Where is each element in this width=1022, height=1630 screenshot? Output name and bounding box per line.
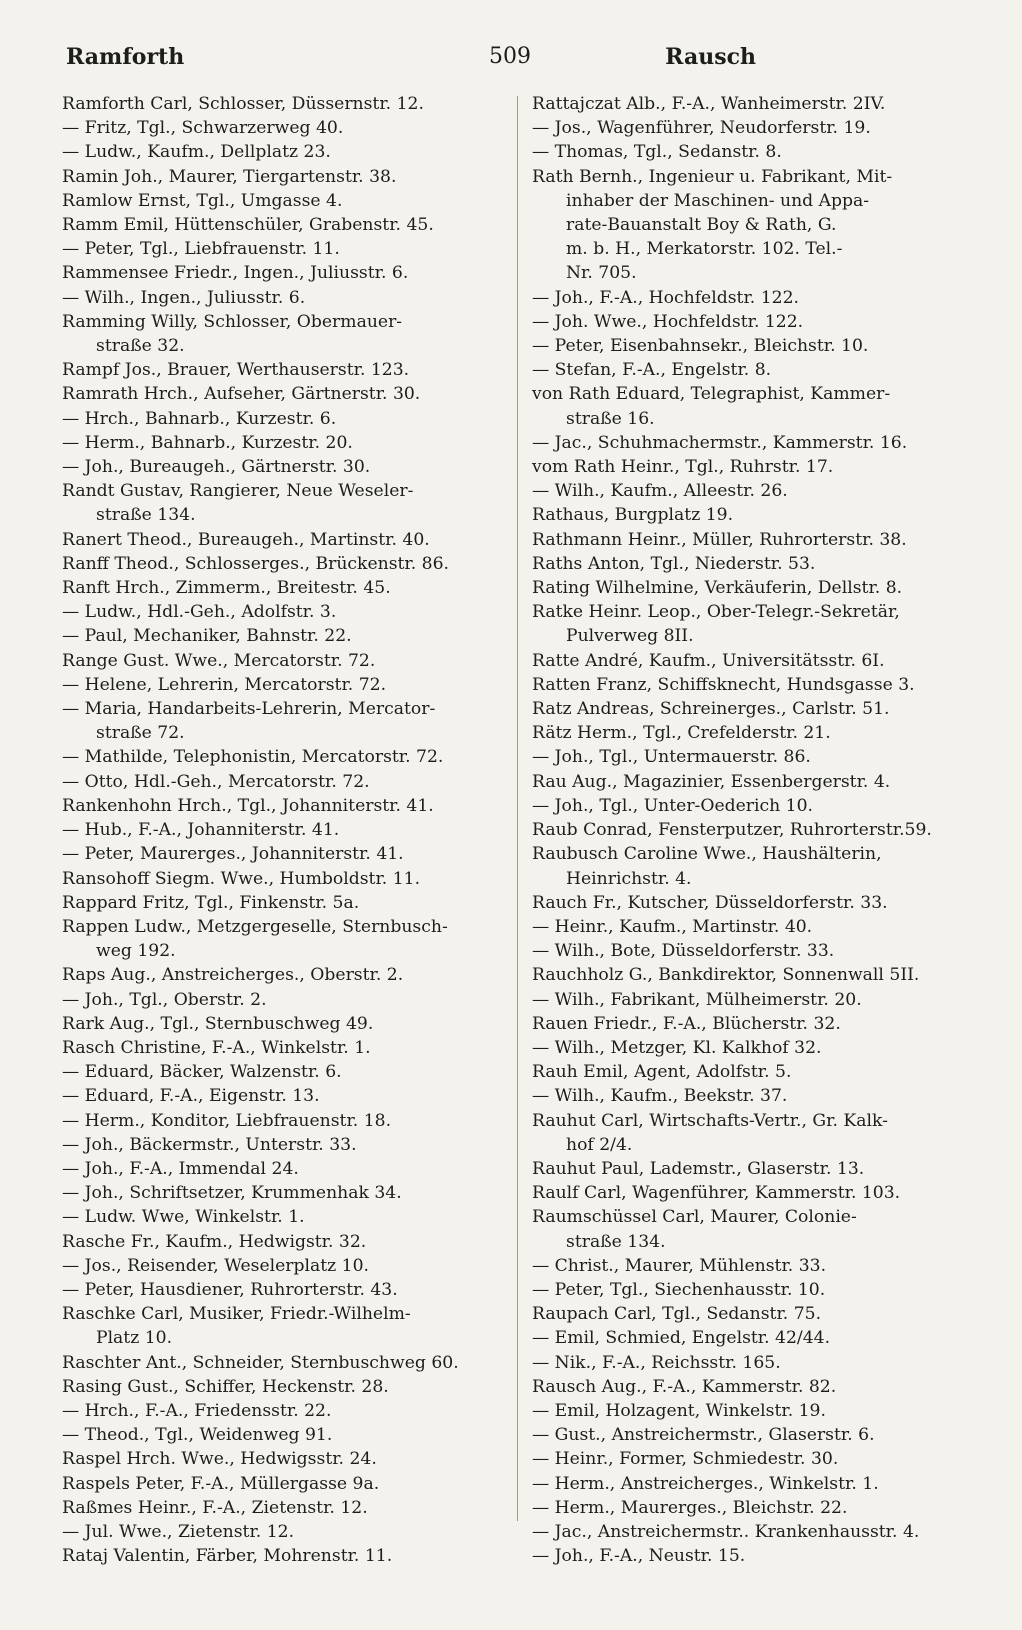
directory-entry xyxy=(532,576,982,600)
entry-line: von Rath Eduard, Telegraphist, Kammer- xyxy=(532,384,891,405)
entry-line: — Wilh., Fabrikant, Mülheimerstr. 20. xyxy=(532,989,862,1010)
directory-entry xyxy=(62,286,492,310)
entry-line: Rasing Gust., Schiffer, Heckenstr. 28. xyxy=(62,1376,389,1397)
entry-line: — Gust., Anstreichermstr., Glaserstr. 6. xyxy=(532,1425,875,1446)
entry-line: — Joh., Schriftsetzer, Krummenhak 34. xyxy=(62,1183,402,1204)
directory-entry xyxy=(532,503,982,527)
directory-entry xyxy=(62,261,492,285)
directory-entry xyxy=(62,867,492,891)
directory-entry xyxy=(532,1060,982,1084)
entry-line: — Jac., Anstreichermstr.. Krankenhausstr. 4. xyxy=(532,1521,920,1542)
entry-line: — Mathilde, Telephonistin, Mercatorstr. 72. xyxy=(62,747,444,768)
directory-entry xyxy=(532,165,982,286)
entry-line: Rampf Jos., Brauer, Werthauserstr. 123. xyxy=(62,360,410,381)
entry-line: — Joh., Tgl., Unter-Oederich 10. xyxy=(532,795,814,816)
directory-entry xyxy=(62,1496,492,1520)
entry-line: Raschke Carl, Musiker, Friedr.-Wilhelm- xyxy=(62,1304,411,1325)
entry-line: — Hrch., F.-A., Friedensstr. 22. xyxy=(62,1400,332,1421)
entry-line: — Emil, Holzagent, Winkelstr. 19. xyxy=(532,1400,826,1421)
entry-line: Rammensee Friedr., Ingen., Juliusstr. 6. xyxy=(62,263,409,284)
page-number: 509 xyxy=(489,44,531,69)
entry-line: — Peter, Eisenbahnsekr., Bleichstr. 10. xyxy=(532,336,869,357)
entry-line: Raulf Carl, Wagenführer, Kammerstr. 103. xyxy=(532,1183,901,1204)
entry-line: Rausch Aug., F.-A., Kammerstr. 82. xyxy=(532,1376,837,1397)
directory-entry xyxy=(532,939,982,963)
directory-entry xyxy=(62,1375,492,1399)
directory-entry xyxy=(532,334,982,358)
left-column xyxy=(62,92,492,1568)
entry-line: Ratte André, Kaufm., Universitätsstr. 6I. xyxy=(532,650,885,671)
directory-entry xyxy=(532,1326,982,1350)
directory-entry xyxy=(532,382,982,430)
entry-line: — Wilh., Ingen., Juliusstr. 6. xyxy=(62,287,306,308)
entry-line: Rathaus, Burgplatz 19. xyxy=(532,505,734,526)
entry-line: — Herm., Konditor, Liebfrauenstr. 18. xyxy=(62,1110,392,1131)
entry-line: — Wilh., Bote, Düsseldorferstr. 33. xyxy=(532,941,835,962)
directory-entry xyxy=(532,1447,982,1471)
entry-line: — Joh., Bureaugeh., Gärtnerstr. 30. xyxy=(62,457,371,478)
directory-entry xyxy=(532,310,982,334)
directory-entry xyxy=(532,1205,982,1253)
directory-entry xyxy=(532,1520,982,1544)
entry-line: Rauhut Carl, Wirtschafts-Vertr., Gr. Kalk- xyxy=(532,1110,888,1131)
entry-line: — Jac., Schuhmachermstr., Kammerstr. 16. xyxy=(532,432,908,453)
directory-entry xyxy=(532,358,982,382)
directory-entry xyxy=(532,1375,982,1399)
entry-line: — Theod., Tgl., Weidenweg 91. xyxy=(62,1425,333,1446)
entry-line: — Herm., Anstreicherges., Winkelstr. 1. xyxy=(532,1473,879,1494)
directory-entry xyxy=(62,1351,492,1375)
directory-entry xyxy=(532,988,982,1012)
entry-line: — Eduard, F.-A., Eigenstr. 13. xyxy=(62,1086,320,1107)
directory-entry xyxy=(532,479,982,503)
entry-line: — Peter, Hausdiener, Ruhrorterstr. 43. xyxy=(62,1279,398,1300)
directory-entry xyxy=(532,697,982,721)
entry-line: Rathmann Heinr., Müller, Ruhrorterstr. 38. xyxy=(532,529,907,550)
entry-line: — Maria, Handarbeits-Lehrerin, Mercator- xyxy=(62,699,436,720)
left-running-head: Ramforth xyxy=(66,44,185,70)
entry-line: Rankenhohn Hrch., Tgl., Johanniterstr. 41. xyxy=(62,795,434,816)
directory-entry xyxy=(532,1036,982,1060)
directory-entry xyxy=(62,745,492,769)
entry-line: Ratten Franz, Schiffsknecht, Hundsgasse 3. xyxy=(532,674,915,695)
entry-line: — Ludw., Hdl.-Geh., Adolfstr. 3. xyxy=(62,602,337,623)
directory-entry xyxy=(62,1254,492,1278)
entry-line: Ratz Andreas, Schreinerges., Carlstr. 51. xyxy=(532,699,890,720)
entry-line: Raspels Peter, F.-A., Müllergasse 9a. xyxy=(62,1473,380,1494)
entry-line: Rattajczat Alb., F.-A., Wanheimerstr. 2IV. xyxy=(532,94,886,114)
directory-entry xyxy=(62,673,492,697)
directory-entry xyxy=(62,1472,492,1496)
directory-entry xyxy=(532,1181,982,1205)
entry-line: Raupach Carl, Tgl., Sedanstr. 75. xyxy=(532,1304,822,1325)
directory-entry xyxy=(532,1157,982,1181)
entry-continuation-line: Heinrichstr. 4. xyxy=(566,868,692,889)
entry-line: Ranff Theod., Schlosserges., Brückenstr. 86. xyxy=(62,553,450,574)
directory-entry xyxy=(62,697,492,745)
directory-entry xyxy=(62,92,492,116)
directory-entry xyxy=(62,915,492,963)
entry-line: Ranft Hrch., Zimmerm., Breitestr. 45. xyxy=(62,578,391,599)
entry-continuation-line: rate-Bauanstalt Boy & Rath, G. xyxy=(566,215,837,236)
directory-entry xyxy=(532,116,982,140)
entry-line: — Joh., Tgl., Oberstr. 2. xyxy=(62,989,267,1010)
entry-line: Raßmes Heinr., F.-A., Zietenstr. 12. xyxy=(62,1497,368,1518)
entry-line: Rappard Fritz, Tgl., Finkenstr. 5a. xyxy=(62,892,360,913)
directory-entry xyxy=(532,842,982,890)
entry-line: — Eduard, Bäcker, Walzenstr. 6. xyxy=(62,1062,342,1083)
entry-line: — Jul. Wwe., Zietenstr. 12. xyxy=(62,1521,295,1542)
entry-line: — Peter, Tgl., Liebfrauenstr. 11. xyxy=(62,239,340,260)
entry-line: Ramrath Hrch., Aufseher, Gärtnerstr. 30. xyxy=(62,384,421,405)
entry-line: Rasch Christine, F.-A., Winkelstr. 1. xyxy=(62,1037,371,1058)
entry-line: — Ludw. Wwe, Winkelstr. 1. xyxy=(62,1207,305,1228)
entry-line: — Jos., Wagenführer, Neudorferstr. 19. xyxy=(532,118,871,139)
entry-line: vom Rath Heinr., Tgl., Ruhrstr. 17. xyxy=(532,457,834,478)
entry-line: Rauch Fr., Kutscher, Düsseldorferstr. 33. xyxy=(532,892,888,913)
directory-entry xyxy=(62,1520,492,1544)
directory-entry xyxy=(62,1423,492,1447)
directory-entry xyxy=(62,891,492,915)
entry-line: Ramm Emil, Hüttenschüler, Grabenstr. 45. xyxy=(62,215,434,236)
entry-line: — Helene, Lehrerin, Mercatorstr. 72. xyxy=(62,674,387,695)
entry-line: — Joh., Tgl., Untermauerstr. 86. xyxy=(532,747,811,768)
column-divider xyxy=(517,96,518,1521)
directory-entry xyxy=(62,1230,492,1254)
directory-entry xyxy=(62,1278,492,1302)
entry-line: — Heinr., Former, Schmiedestr. 30. xyxy=(532,1449,839,1470)
directory-entry xyxy=(62,479,492,527)
entry-line: — Joh., F.-A., Neustr. 15. xyxy=(532,1546,746,1567)
directory-entry xyxy=(62,1109,492,1133)
entry-line: — Christ., Maurer, Mühlenstr. 33. xyxy=(532,1255,827,1276)
directory-entry xyxy=(62,310,492,358)
entry-line: Rataj Valentin, Färber, Mohrenstr. 11. xyxy=(62,1546,393,1567)
directory-entry xyxy=(62,1084,492,1108)
directory-entry xyxy=(62,794,492,818)
entry-line: — Emil, Schmied, Engelstr. 42/44. xyxy=(532,1328,831,1349)
directory-entry xyxy=(62,988,492,1012)
entry-continuation-line: Platz 10. xyxy=(96,1328,173,1349)
entry-line: Rasche Fr., Kaufm., Hedwigstr. 32. xyxy=(62,1231,367,1252)
directory-entry xyxy=(62,818,492,842)
entry-line: — Peter, Maurerges., Johanniterstr. 41. xyxy=(62,844,404,865)
entry-line: — Joh., F.-A., Hochfeldstr. 122. xyxy=(532,287,799,308)
directory-entry xyxy=(62,963,492,987)
entry-line: — Wilh., Kaufm., Alleestr. 26. xyxy=(532,481,788,502)
directory-entry xyxy=(62,189,492,213)
entry-line: Rätz Herm., Tgl., Crefelderstr. 21. xyxy=(532,723,831,744)
directory-entry xyxy=(532,1109,982,1157)
directory-entry xyxy=(532,1254,982,1278)
directory-entry xyxy=(532,915,982,939)
directory-entry xyxy=(62,1447,492,1471)
entry-line: — Peter, Tgl., Siechenhausstr. 10. xyxy=(532,1279,826,1300)
entry-line: Ramming Willy, Schlosser, Obermauer- xyxy=(62,311,403,332)
entry-line: Range Gust. Wwe., Mercatorstr. 72. xyxy=(62,650,376,671)
directory-entry xyxy=(532,140,982,164)
entry-line: — Wilh., Metzger, Kl. Kalkhof 32. xyxy=(532,1037,822,1058)
directory-entry xyxy=(62,237,492,261)
directory-entry xyxy=(532,673,982,697)
directory-entry xyxy=(62,1544,492,1568)
entry-line: Rating Wilhelmine, Verkäuferin, Dellstr. 8. xyxy=(532,578,903,599)
entry-line: — Heinr., Kaufm., Martinstr. 40. xyxy=(532,916,813,937)
directory-entry xyxy=(532,1012,982,1036)
directory-entry xyxy=(532,745,982,769)
entry-line: — Herm., Maurerges., Bleichstr. 22. xyxy=(532,1497,848,1518)
entry-line: Ramforth Carl, Schlosser, Düssernstr. 12. xyxy=(62,94,424,114)
entry-line: — Nik., F.-A., Reichsstr. 165. xyxy=(532,1352,781,1373)
entry-continuation-line: hof 2/4. xyxy=(566,1134,633,1155)
entry-line: — Joh., Bäckermstr., Unterstr. 33. xyxy=(62,1134,357,1155)
entry-line: Ramin Joh., Maurer, Tiergartenstr. 38. xyxy=(62,166,397,187)
entry-line: — Otto, Hdl.-Geh., Mercatorstr. 72. xyxy=(62,771,370,792)
entry-line: Ramlow Ernst, Tgl., Umgasse 4. xyxy=(62,190,343,211)
directory-entry xyxy=(62,431,492,455)
directory-entry xyxy=(532,1496,982,1520)
entry-line: Rauchholz G., Bankdirektor, Sonnenwall 5II. xyxy=(532,965,920,986)
directory-entry xyxy=(62,407,492,431)
entry-line: — Joh. Wwe., Hochfeldstr. 122. xyxy=(532,311,804,332)
directory-entry xyxy=(62,1036,492,1060)
directory-entry xyxy=(532,1302,982,1326)
right-column xyxy=(532,92,982,1568)
directory-entry xyxy=(532,770,982,794)
directory-entry xyxy=(532,963,982,987)
directory-entry xyxy=(62,576,492,600)
directory-entry xyxy=(62,213,492,237)
directory-entry xyxy=(62,1012,492,1036)
directory-entry xyxy=(62,1205,492,1229)
entry-continuation-line: weg 192. xyxy=(96,941,176,962)
directory-entry xyxy=(532,818,982,842)
directory-entry xyxy=(62,552,492,576)
entry-line: — Paul, Mechaniker, Bahnstr. 22. xyxy=(62,626,352,647)
directory-entry xyxy=(532,721,982,745)
entry-continuation-line: straße 16. xyxy=(566,408,655,429)
entry-line: — Wilh., Kaufm., Beekstr. 37. xyxy=(532,1086,788,1107)
entry-line: Raschter Ant., Schneider, Sternbuschweg 60. xyxy=(62,1352,459,1373)
entry-continuation-line: straße 134. xyxy=(566,1231,666,1252)
directory-entry xyxy=(532,1278,982,1302)
directory-entry xyxy=(62,1157,492,1181)
directory-entry xyxy=(532,1544,982,1568)
directory-entry xyxy=(532,1351,982,1375)
entry-line: Rau Aug., Magazinier, Essenbergerstr. 4. xyxy=(532,771,891,792)
directory-entry xyxy=(62,116,492,140)
directory-entry xyxy=(532,649,982,673)
entry-continuation-line: straße 72. xyxy=(96,723,185,744)
entry-continuation-line: straße 32. xyxy=(96,336,185,357)
directory-entry xyxy=(62,1399,492,1423)
entry-continuation-line: straße 134. xyxy=(96,505,196,526)
entry-continuation-line: Nr. 705. xyxy=(566,263,637,284)
directory-entry xyxy=(532,600,982,648)
entry-line: Rark Aug., Tgl., Sternbuschweg 49. xyxy=(62,1013,374,1034)
entry-line: Rappen Ludw., Metzgergeselle, Sternbusch- xyxy=(62,916,448,937)
entry-line: — Fritz, Tgl., Schwarzerweg 40. xyxy=(62,118,344,139)
directory-entry xyxy=(532,528,982,552)
entry-line: Raspel Hrch. Wwe., Hedwigsstr. 24. xyxy=(62,1449,377,1470)
entry-line: Rauh Emil, Agent, Adolfstr. 5. xyxy=(532,1062,792,1083)
entry-line: — Hub., F.-A., Johanniterstr. 41. xyxy=(62,820,340,841)
directory-entry xyxy=(62,624,492,648)
entry-line: Ratke Heinr. Leop., Ober-Telegr.-Sekretär, xyxy=(532,602,900,623)
directory-entry xyxy=(532,1399,982,1423)
directory-entry xyxy=(62,770,492,794)
entry-line: Raumschüssel Carl, Maurer, Colonie- xyxy=(532,1207,857,1228)
directory-entry xyxy=(532,92,982,116)
right-running-head: Rausch xyxy=(665,44,756,70)
entry-line: Raths Anton, Tgl., Niederstr. 53. xyxy=(532,553,816,574)
directory-entry xyxy=(62,455,492,479)
directory-entry xyxy=(532,431,982,455)
directory-entry xyxy=(532,1084,982,1108)
entry-line: — Herm., Bahnarb., Kurzestr. 20. xyxy=(62,432,353,453)
entry-line: — Hrch., Bahnarb., Kurzestr. 6. xyxy=(62,408,337,429)
entry-line: — Joh., F.-A., Immendal 24. xyxy=(62,1158,299,1179)
directory-entry xyxy=(62,1302,492,1350)
entry-line: Rauen Friedr., F.-A., Blücherstr. 32. xyxy=(532,1013,841,1034)
directory-entry xyxy=(62,528,492,552)
directory-entry xyxy=(62,1133,492,1157)
directory-entry xyxy=(62,649,492,673)
entry-line: Randt Gustav, Rangierer, Neue Weseler- xyxy=(62,481,414,502)
directory-entry xyxy=(532,552,982,576)
entry-line: — Ludw., Kaufm., Dellplatz 23. xyxy=(62,142,331,163)
entry-line: — Thomas, Tgl., Sedanstr. 8. xyxy=(532,142,782,163)
entry-continuation-line: Pulverweg 8II. xyxy=(566,626,694,647)
directory-entry xyxy=(62,382,492,406)
directory-entry xyxy=(532,794,982,818)
entry-line: Ranert Theod., Bureaugeh., Martinstr. 40. xyxy=(62,529,430,550)
directory-entry xyxy=(62,600,492,624)
entry-line: Raps Aug., Anstreicherges., Oberstr. 2. xyxy=(62,965,404,986)
directory-entry xyxy=(62,140,492,164)
directory-entry xyxy=(532,286,982,310)
directory-entry xyxy=(532,891,982,915)
directory-entry xyxy=(62,358,492,382)
directory-entry xyxy=(532,1423,982,1447)
directory-entry xyxy=(62,165,492,189)
entry-continuation-line: m. b. H., Merkatorstr. 102. Tel.- xyxy=(566,239,843,260)
entry-line: Raubusch Caroline Wwe., Haushälterin, xyxy=(532,844,882,865)
entry-line: Raub Conrad, Fensterputzer, Ruhrorterstr.59. xyxy=(532,820,932,841)
directory-entry xyxy=(532,455,982,479)
directory-entry xyxy=(62,1060,492,1084)
entry-continuation-line: inhaber der Maschinen- und Appa- xyxy=(566,190,870,211)
entry-line: Rath Bernh., Ingenieur u. Fabrikant, Mit- xyxy=(532,166,893,187)
entry-line: — Stefan, F.-A., Engelstr. 8. xyxy=(532,360,772,381)
entry-line: Rauhut Paul, Lademstr., Glaserstr. 13. xyxy=(532,1158,865,1179)
entry-line: Ransohoff Siegm. Wwe., Humboldstr. 11. xyxy=(62,868,421,889)
directory-entry xyxy=(532,1472,982,1496)
directory-entry xyxy=(62,1181,492,1205)
directory-entry xyxy=(62,842,492,866)
entry-line: — Jos., Reisender, Weselerplatz 10. xyxy=(62,1255,370,1276)
